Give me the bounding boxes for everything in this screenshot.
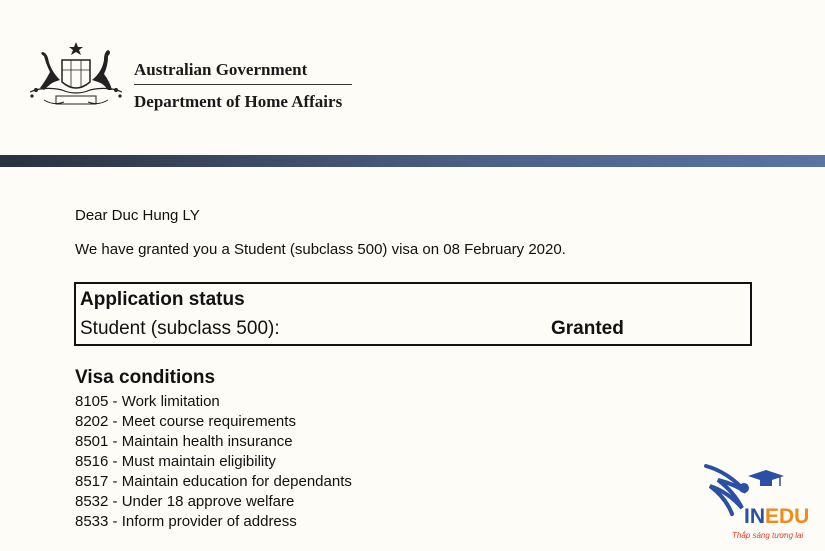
header-band (0, 155, 825, 167)
conditions-title: Visa conditions (75, 367, 216, 388)
status-value: Granted (551, 318, 624, 339)
application-status-box (74, 282, 752, 346)
greeting: Dear Duc Hung LY (75, 207, 200, 224)
condition-item: 8532 - Under 18 approve welfare (75, 493, 295, 510)
condition-item: 8501 - Maintain health insurance (75, 433, 293, 450)
coat-of-arms-icon (24, 40, 128, 114)
conditions-list (75, 392, 352, 532)
condition-item: 8533 - Inform provider of address (75, 513, 297, 530)
grant-statement: We have granted you a Student (subclass 500) visa on 08 February 2020. (75, 241, 566, 258)
status-row-label: Student (subclass 500): (80, 318, 280, 339)
condition-item: 8517 - Maintain education for dependants (75, 473, 352, 490)
condition-item: 8202 - Meet course requirements (75, 413, 296, 430)
status-title: Application status (80, 289, 245, 310)
visa-conditions (75, 366, 352, 532)
watermark-brand (744, 505, 809, 529)
brand-in: IN (744, 505, 765, 528)
org-line2: Department of Home Affairs (134, 92, 343, 111)
watermark-tagline: Thắp sáng tương lai (732, 531, 804, 540)
condition-item: 8105 - Work limitation (75, 393, 220, 410)
letter-body (75, 206, 765, 260)
org-divider (134, 84, 352, 85)
condition-item: 8516 - Must maintain eligibility (75, 453, 276, 470)
org-line1: Australian Government (134, 60, 308, 79)
government-name (134, 58, 352, 113)
brand-edu: EDU (765, 505, 810, 528)
letterhead (0, 0, 825, 155)
